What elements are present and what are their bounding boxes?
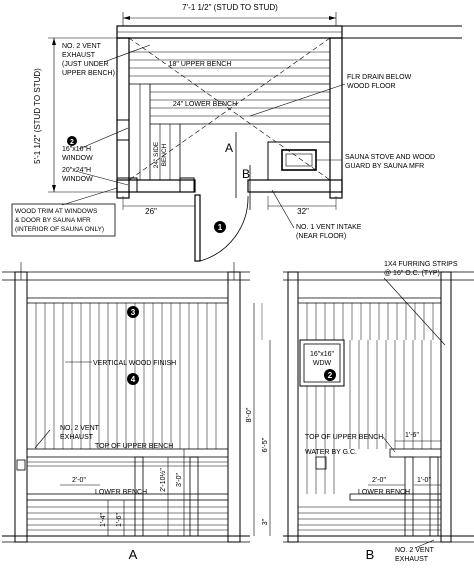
- side-bench-label-2: BENCH: [161, 143, 168, 167]
- elevation-a: [2, 262, 270, 542]
- plan-vent2-line4: UPPER BENCH): [62, 70, 115, 77]
- section-b-label: B: [241, 167, 251, 181]
- elev-a-dim-6-5: 6'-5": [260, 437, 269, 453]
- elevation-b-label: B: [365, 547, 375, 562]
- dim-26: 26": [145, 207, 157, 216]
- plan-vent2-line2: EXHAUST: [62, 52, 96, 59]
- vertical-wood-finish: VERTICAL WOOD FINISH: [93, 360, 177, 367]
- plan-vent2-line1: NO. 2 VENT: [62, 43, 101, 50]
- elev-a-dim-1-4: 1'-4": [100, 513, 107, 527]
- wdw-line1: 16"x16": [309, 351, 335, 358]
- elev-a-top-upper-bench: TOP OF UPPER BENCH: [95, 443, 174, 450]
- vent1-line2: (NEAR FLOOR): [296, 233, 347, 240]
- upper-bench-label: 18" UPPER BENCH: [168, 61, 232, 68]
- elev-b-vent2-line2: EXHAUST: [395, 556, 429, 563]
- elevation-a-label: A: [128, 547, 138, 562]
- elev-b-dim-2-0: 2'-0": [372, 477, 386, 484]
- elev-b-top-upper-bench: TOP OF UPPER BENCH: [305, 434, 384, 441]
- section-a-label: A: [224, 141, 234, 155]
- wdw-line2: WDW: [312, 360, 332, 367]
- marker-2-plan: 2: [70, 139, 74, 146]
- marker-2-elev: 2: [327, 371, 333, 380]
- elev-b-dim-1-0: 1'-0": [417, 477, 431, 484]
- plan-window16-line2: WINDOW: [62, 155, 93, 162]
- flr-drain-line1: FLR DRAIN BELOW: [347, 74, 412, 81]
- plan-window20-line2: WINDOW: [62, 176, 93, 183]
- marker-1: 1: [217, 223, 223, 232]
- elev-a-lower-bench: LOWER BENCH: [95, 489, 148, 496]
- elev-a-dim-2-10: 2'-10½": [160, 468, 167, 492]
- elev-b-water: WATER BY G.C.: [305, 449, 357, 456]
- trim-line2: & DOOR BY SAUNA MFR: [15, 217, 91, 224]
- side-bench-label: 24" SIDE: [153, 141, 160, 169]
- elev-a-vent2-line2: EXHAUST: [60, 434, 94, 441]
- stove-line2: GUARD BY SAUNA MFR: [345, 163, 425, 170]
- flr-drain-line2: WOOD FLOOR: [347, 83, 396, 90]
- marker-4: 4: [130, 375, 136, 384]
- plan-top-dimension: 7'-1 1/2" (STUD TO STUD): [182, 3, 278, 12]
- elev-a-dim-1-6: 1'-6": [116, 513, 123, 527]
- plan-left-dimension: 5'-1 1/2" (STUD TO STUD): [33, 68, 42, 164]
- furring-line2: @ 16" O.C. (TYP): [384, 270, 440, 277]
- trim-line1: WOOD TRIM AT WINDOWS: [15, 208, 98, 215]
- stove-line1: SAUNA STOVE AND WOOD: [345, 154, 436, 161]
- lower-bench-label: 24" LOWER BENCH: [172, 101, 238, 108]
- elev-b-lower-bench: LOWER BENCH: [358, 489, 411, 496]
- dim-32: 32": [297, 207, 309, 216]
- plan-window20-line1: 20"x24"H: [62, 167, 92, 174]
- elev-b-vent2-line1: NO. 2 VENT: [395, 547, 434, 554]
- elev-a-dim-8-0: 8'-0": [244, 407, 253, 423]
- furring-line1: 1X4 FURRING STRIPS: [384, 261, 458, 268]
- trim-line3: (INTERIOR OF SAUNA ONLY): [15, 226, 105, 233]
- plan-vent2-line3: (JUST UNDER: [62, 61, 109, 68]
- elev-b-dim-1-6: 1'-6": [405, 432, 419, 439]
- elev-a-dim-3-0: 3'-0": [176, 473, 183, 487]
- elev-a-dim-3: 3": [262, 518, 269, 526]
- marker-3: 3: [130, 308, 136, 317]
- plan-window16-line1: 16"x16"H: [62, 146, 92, 153]
- elevation-b: [283, 272, 474, 548]
- elev-a-vent2-line1: NO. 2 VENT: [60, 425, 99, 432]
- vent1-line1: NO. 1 VENT INTAKE: [296, 224, 362, 231]
- elev-a-dim-2-0: 2'-0": [72, 477, 86, 484]
